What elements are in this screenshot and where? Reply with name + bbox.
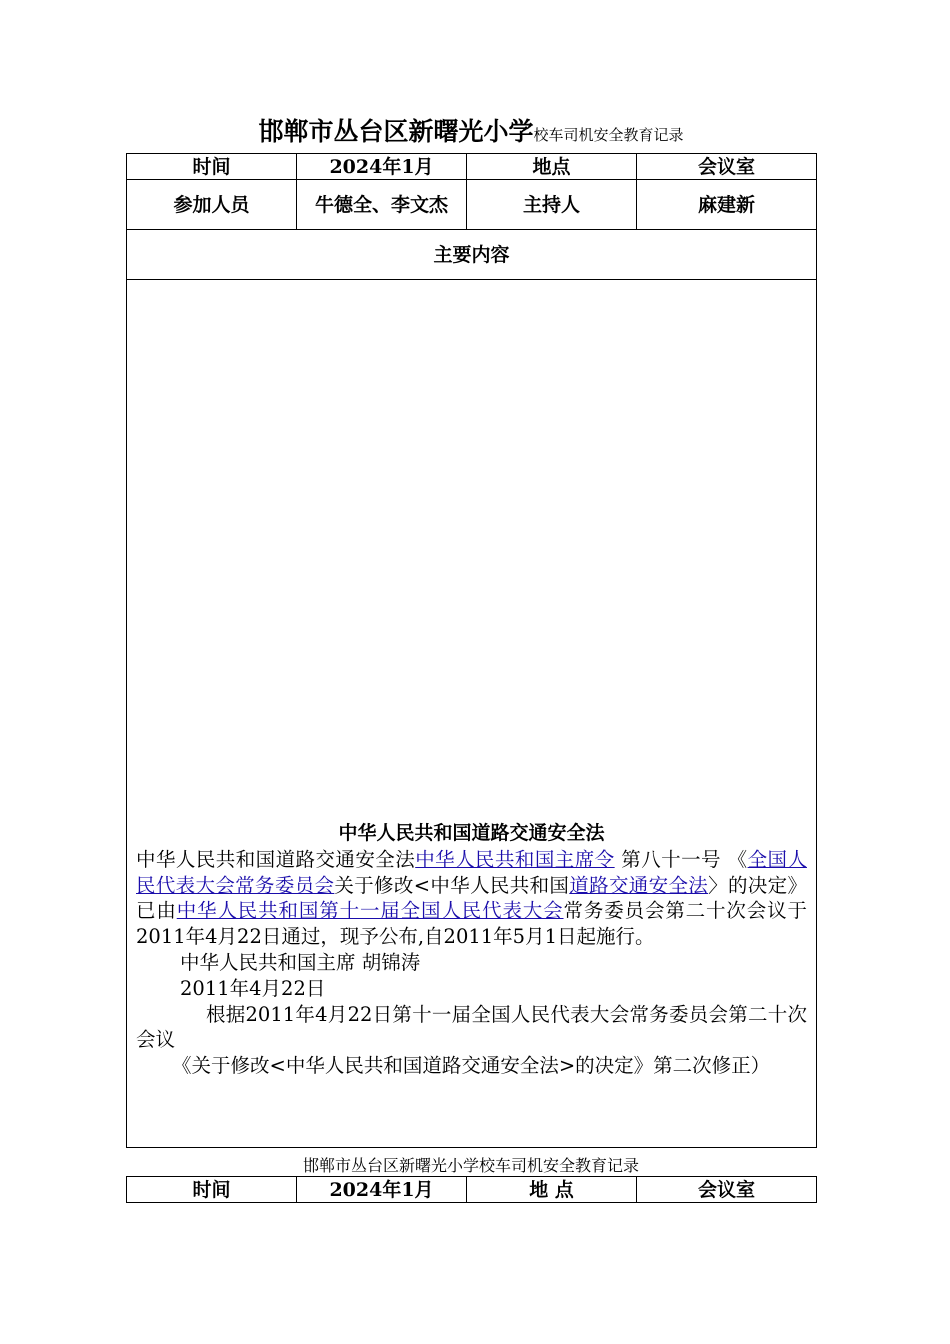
host-value: 麻建新: [637, 180, 817, 230]
main-content-label: 主要内容: [127, 230, 817, 280]
presidential-decree-link[interactable]: 中华人民共和国主席令: [415, 847, 615, 871]
host-label: 主持人: [467, 180, 637, 230]
second-record-title: 邯郸市丛台区新曙光小学校车司机安全教育记录: [302, 1156, 639, 1175]
title-school: 邯郸市丛台区新曙光小学: [258, 117, 534, 146]
intro-text: 〉的决定》已由: [136, 873, 807, 923]
record-table-2: [126, 1176, 817, 1203]
table-row: [127, 180, 817, 230]
time-value: 2024年1月: [297, 1177, 467, 1203]
intro-text: 常务委员会第二十次会议于2011年4月22日通过，现予公布,自2011年5月1日起施行。: [136, 899, 807, 949]
time-label: 时间: [127, 1177, 297, 1203]
main-content-cell: [127, 280, 817, 1148]
table-row: [127, 280, 817, 1148]
table-row: [127, 230, 817, 280]
title-record-type: 校车司机安全教育记录: [533, 126, 684, 144]
place-value: 会议室: [637, 1177, 817, 1203]
place-value: 会议室: [637, 154, 817, 180]
revision-paragraph: 《关于修改<中华人民共和国道路交通安全法>的决定》第二次修正）: [172, 1054, 771, 1078]
main-content-body: [136, 821, 807, 1079]
table-row: [127, 1177, 817, 1203]
attendees-label: 参加人员: [127, 180, 297, 230]
intro-text: 中华人民共和国道路交通安全法: [136, 847, 416, 871]
basis-paragraph: 根据2011年4月22日第十一届全国人民代表大会常务委员会第二十次会议: [136, 1002, 807, 1052]
intro-text: 关于修改<中华人民共和国: [334, 873, 570, 897]
intro-text: 第八十一号 《: [614, 847, 748, 871]
road-traffic-safety-law-link[interactable]: 道路交通安全法: [569, 873, 709, 897]
place-label: 地 点: [467, 1177, 637, 1203]
president-signature-line: 中华人民共和国主席 胡锦涛: [180, 950, 421, 974]
promulgation-date: 2011年4月22日: [180, 976, 326, 1000]
npc-standing-committee-link[interactable]: 全国人民代表大会常务委员会: [136, 847, 807, 897]
law-title: 中华人民共和国道路交通安全法: [338, 822, 605, 844]
eleventh-npc-link[interactable]: 中华人民共和国第十一届全国人民代表大会: [176, 899, 564, 923]
law-intro-paragraph: [136, 847, 807, 950]
time-label: 时间: [127, 154, 297, 180]
time-value: 2024年1月: [297, 154, 467, 180]
record-table: [126, 153, 817, 1148]
place-label: 地点: [467, 154, 637, 180]
attendees-value: 牛德全、李文杰: [297, 180, 467, 230]
table-row: [127, 154, 817, 180]
document-title: [126, 112, 816, 148]
